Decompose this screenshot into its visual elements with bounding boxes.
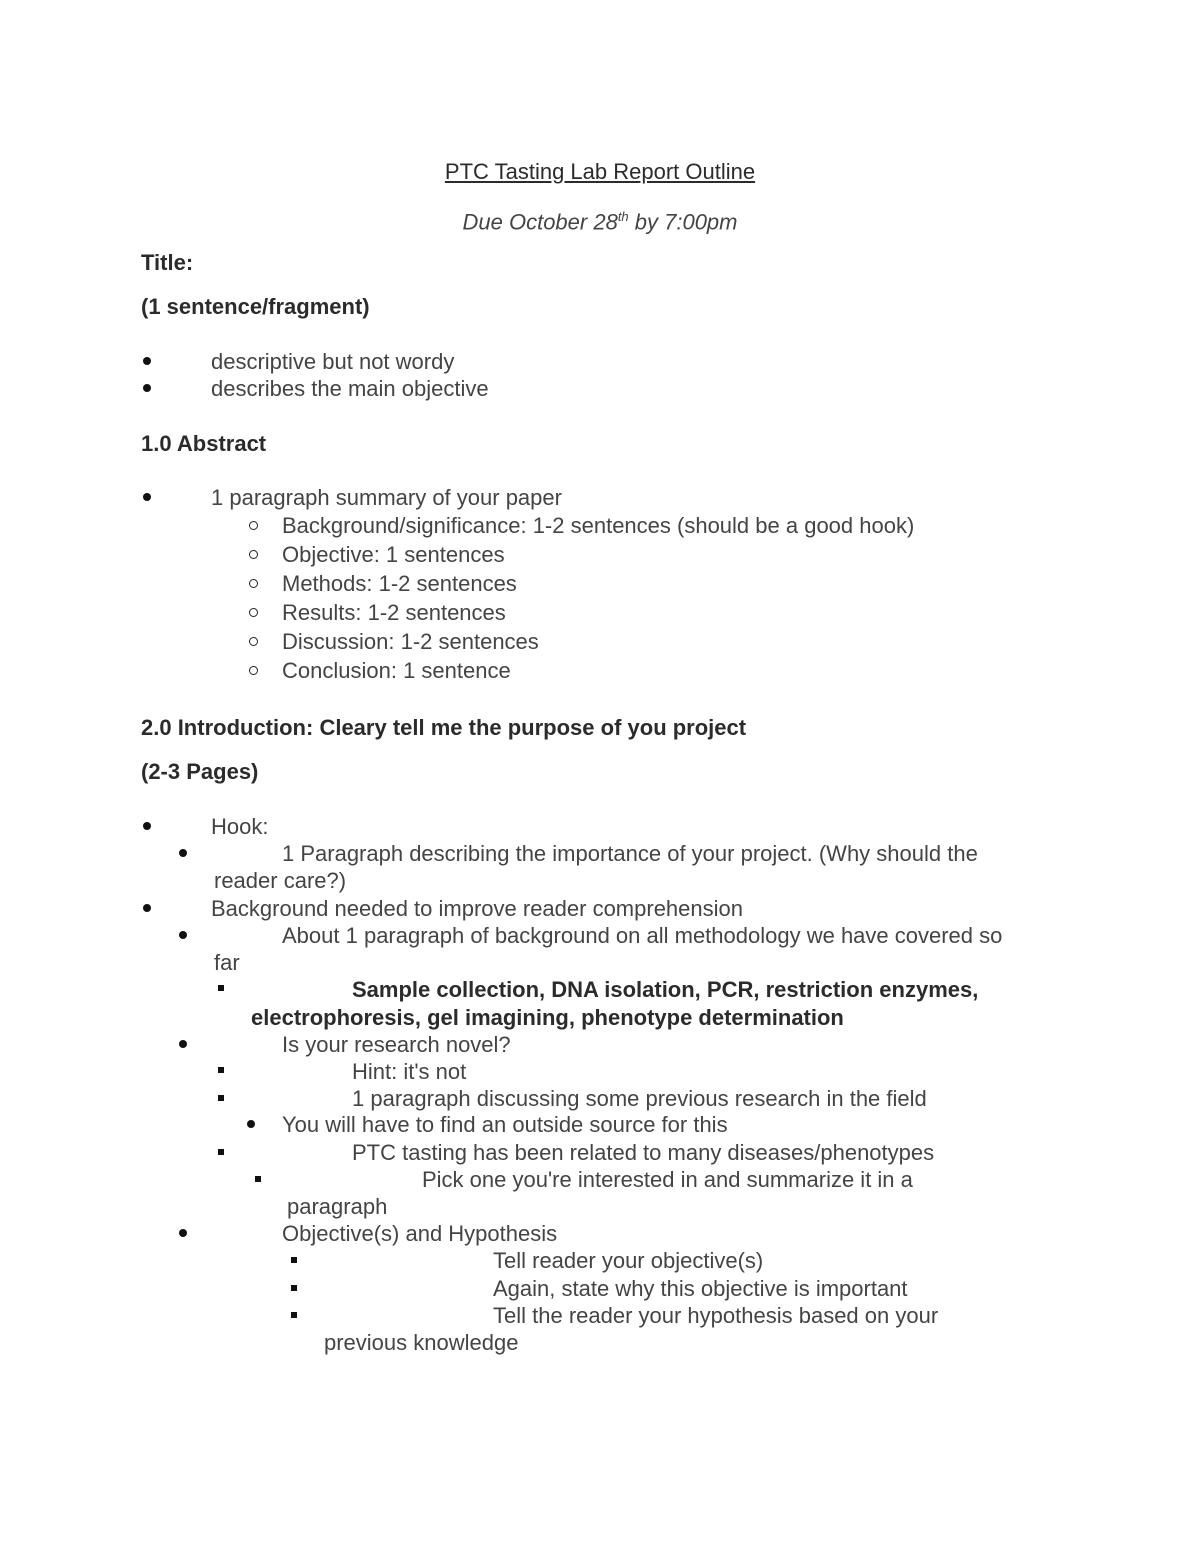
square-bullet-icon (218, 985, 224, 991)
bullet-icon (143, 493, 151, 501)
due-sup: th (617, 209, 629, 224)
square-bullet-icon (218, 1149, 224, 1155)
intro-bg-sub-1: About 1 paragraph of background on all methodology we have covered so (282, 923, 1003, 948)
circle-bullet-icon (249, 550, 258, 559)
square-bullet-icon (218, 1095, 224, 1101)
abstract-sub-2: Objective: 1 sentences (282, 542, 505, 567)
square-bullet-icon (255, 1176, 261, 1182)
circle-bullet-icon (249, 521, 258, 530)
circle-bullet-icon (249, 579, 258, 588)
bullet-icon (179, 849, 187, 857)
intro-methods-1: Sample collection, DNA isolation, PCR, restriction enzymes, (352, 977, 979, 1002)
square-bullet-icon (291, 1312, 297, 1318)
intro-prev-research: 1 paragraph discussing some previous research in the field (352, 1086, 927, 1111)
intro-heading: 2.0 Introduction: Cleary tell me the purpose of you project (141, 715, 747, 740)
square-bullet-icon (218, 1067, 224, 1073)
intro-hint: Hint: it's not (352, 1059, 467, 1084)
abstract-bullet: 1 paragraph summary of your paper (211, 485, 562, 510)
abstract-sub-5: Discussion: 1-2 sentences (282, 629, 539, 654)
title-bullet-2: describes the main objective (211, 376, 489, 401)
intro-pick-1: Pick one you're interested in and summarize it in a (422, 1167, 913, 1192)
bullet-icon (247, 1120, 255, 1128)
intro-objectives: Objective(s) and Hypothesis (282, 1221, 558, 1246)
bullet-icon (143, 357, 151, 365)
title-heading: Title: (141, 250, 194, 275)
intro-hook-sub-2: reader care?) (214, 868, 347, 893)
bullet-icon (143, 904, 151, 912)
circle-bullet-icon (249, 608, 258, 617)
intro-novel: Is your research novel? (282, 1032, 511, 1057)
intro-obj-2: Again, state why this objective is important (493, 1276, 908, 1301)
abstract-sub-3: Methods: 1-2 sentences (282, 571, 517, 596)
abstract-sub-1: Background/significance: 1-2 sentences (should be a good hook) (282, 513, 915, 538)
intro-bg-sub-2: far (214, 950, 240, 975)
intro-obj-1: Tell reader your objective(s) (493, 1248, 764, 1273)
intro-obj-3b: previous knowledge (324, 1330, 519, 1355)
intro-length: (2-3 Pages) (141, 759, 259, 784)
title-length: (1 sentence/fragment) (141, 294, 370, 319)
intro-outside-source: You will have to find an outside source for this (282, 1112, 728, 1137)
intro-ptc-related: PTC tasting has been related to many diseases/phenotypes (352, 1140, 935, 1165)
abstract-heading: 1.0 Abstract (141, 431, 267, 456)
intro-methods-2: electrophoresis, gel imagining, phenotype determination (251, 1005, 844, 1030)
abstract-sub-4: Results: 1-2 sentences (282, 600, 506, 625)
intro-obj-3a: Tell the reader your hypothesis based on your (493, 1303, 939, 1328)
circle-bullet-icon (249, 637, 258, 646)
circle-bullet-icon (249, 666, 258, 675)
square-bullet-icon (291, 1285, 297, 1291)
intro-background: Background needed to improve reader comprehension (211, 896, 743, 921)
doc-title: PTC Tasting Lab Report Outline (444, 159, 756, 184)
title-bullet-1: descriptive but not wordy (211, 349, 455, 374)
due-prefix: Due October 28 (462, 209, 618, 235)
abstract-sub-6: Conclusion: 1 sentence (282, 658, 511, 683)
bullet-icon (179, 1229, 187, 1237)
bullet-icon (143, 384, 151, 392)
due-suffix: by 7:00pm (628, 209, 738, 235)
intro-pick-2: paragraph (287, 1194, 388, 1219)
bullet-icon (179, 1040, 187, 1048)
intro-hook-sub-1: 1 Paragraph describing the importance of your project. (Why should the (282, 841, 978, 866)
intro-hook: Hook: (211, 814, 269, 839)
square-bullet-icon (291, 1257, 297, 1263)
bullet-icon (143, 822, 151, 830)
due-date (0, 204, 1200, 235)
bullet-icon (179, 931, 187, 939)
